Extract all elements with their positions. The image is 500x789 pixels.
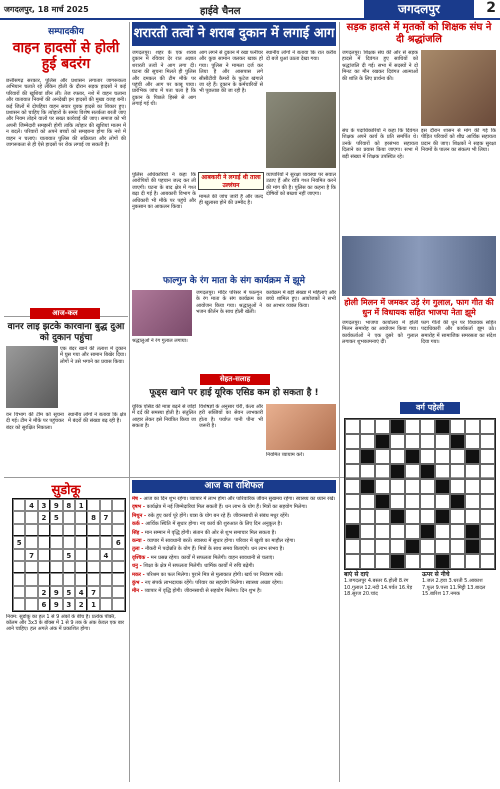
sudoku-cell <box>25 586 37 598</box>
rashifal-text: नए संपर्क लाभदायक रहेंगे। परिवार का सहयोग मिलेगा। स्वास्थ्य अच्छा रहेगा। <box>144 580 283 587</box>
sudoku-cell: 1 <box>75 499 87 511</box>
crossword-cell <box>345 509 360 524</box>
crossword-cell <box>345 434 360 449</box>
sudoku-cell <box>112 586 124 598</box>
sudoku-cell: 6 <box>38 598 50 610</box>
aaj-kal-column: वन विभाग की टीम को सूचना दी गई। टीम ने मौके पर पहुंचकर बंदर को सुरक्षित निकाला। <box>6 412 64 431</box>
falgun-story-column: जगदलपुर। मंदिर परिसर में फाल्गुन के रंग माता के संग कार्यक्रम का आयोजन किया गया। श्रद्धालुओं ने भजन कीर्तन के साथ होली खेली। <box>196 290 262 316</box>
sudoku-cell <box>13 511 25 523</box>
crossword-cell <box>465 434 480 449</box>
crossword-cell <box>375 434 390 449</box>
crossword-cell <box>480 434 495 449</box>
sudoku-cell <box>25 598 37 610</box>
sudoku-cell <box>38 573 50 585</box>
crossword-cell <box>360 464 375 479</box>
health-column: नियमित व्यायाम करें। <box>266 452 305 458</box>
crossword-cell <box>420 554 435 569</box>
falgun-story-column: कार्यक्रम में बड़ी संख्या में महिलाएं और बच्चे शामिल हुए। आयोजकों ने सभी का आभार व्यक्त किया। <box>266 290 336 309</box>
crossword-cell <box>480 509 495 524</box>
crossword-cell <box>465 539 480 554</box>
crossword-down-heading: ऊपर से नीचे <box>422 571 450 578</box>
aaj-kal-column: स्थानीय लोगों ने बताया कि क्षेत्र में बंदरों की संख्या बढ़ रही है। <box>68 412 126 425</box>
crossword-cell <box>375 509 390 524</box>
holi-milan-headline: होली मिलन में जमकर उड़े रंग गुलाल, फाग गीत की धुन में विधायक सहित भाजपा नेता झूमे <box>344 298 494 317</box>
sudoku-cell <box>75 561 87 573</box>
crossword-cell <box>405 464 420 479</box>
sudoku-cell: 1 <box>87 598 99 610</box>
editorial-headline: वाहन हादसों से होली हुई बदरंग <box>12 40 120 72</box>
crossword-cell <box>435 434 450 449</box>
crossword-cell <box>375 494 390 509</box>
sudoku-cell <box>112 499 124 511</box>
crossword-cell <box>390 449 405 464</box>
sudoku-cell <box>50 524 62 536</box>
sudoku-cell: 9 <box>50 598 62 610</box>
rashifal-sign: कन्या - <box>132 538 148 545</box>
crossword-cell <box>345 524 360 539</box>
sudoku-cell <box>112 598 124 610</box>
rashifal-text: परिश्रम का फल मिलेगा। पुराने मित्र से मुलाकात होगी। खर्च पर नियंत्रण रखें। <box>146 571 283 578</box>
sudoku-cell <box>13 499 25 511</box>
sudoku-cell <box>25 573 37 585</box>
sudoku-cell <box>100 536 112 548</box>
crossword-cell <box>360 479 375 494</box>
sudoku-cell: 7 <box>100 511 112 523</box>
rashifal-sign: मकर - <box>132 571 147 578</box>
sudoku-cell <box>75 573 87 585</box>
crossword-cell <box>465 449 480 464</box>
rashifal-title: आज का राशिफल <box>132 480 336 493</box>
sudoku-cell: 6 <box>112 536 124 548</box>
crossword-cell <box>345 419 360 434</box>
crossword-cell <box>480 449 495 464</box>
rashifal-sign: कुंभ - <box>132 580 145 587</box>
sudoku-rules: नियम: सुडोकू का हल 1 से 9 अंकों के बीच है। प्रत्येक पंक्ति, कॉलम और 3x3 के बॉक्स में 1 से 9 तक के अंक केवल एक बार आने चाहिए। हल अगले अंक में प्रकाशित होगा। <box>6 614 125 633</box>
crossword-cell <box>450 479 465 494</box>
sudoku-cell <box>25 524 37 536</box>
crossword-cell <box>420 464 435 479</box>
crossword-cell <box>360 524 375 539</box>
crossword-cell <box>360 434 375 449</box>
crossword-cell <box>405 509 420 524</box>
crossword-across-clues: 1.जगदलपुर 4.बस्तर 6.होली 8.रंग 10.गुलाल 12.नदी 14.पर्वत 16.पेड़ 18.सूरज 20.चांद <box>344 578 413 597</box>
crossword-cell <box>420 419 435 434</box>
rashifal-text: नौकरी में पदोन्नति के योग हैं। मित्रों के साथ समय बिताएंगे। धन लाभ संभव है। <box>145 546 285 553</box>
sudoku-cell <box>63 524 75 536</box>
sudoku-cell <box>13 549 25 561</box>
sudoku-cell <box>13 586 25 598</box>
sudoku-cell: 2 <box>38 511 50 523</box>
crossword-cell <box>480 554 495 569</box>
sudoku-cell: 7 <box>25 549 37 561</box>
rashifal-item <box>132 521 336 527</box>
aaj-kal-tag: आज-कल <box>30 308 100 319</box>
top-story-callout: आबकारी ने लगाई थी ताला उल्लंघन <box>198 172 264 190</box>
top-story-column: मामले की जांच जारी है और जल्द ही खुलासा होने की उम्मीद है। <box>199 194 263 207</box>
crossword-cell <box>345 494 360 509</box>
crossword-cell <box>405 554 420 569</box>
sudoku-grid <box>12 498 126 612</box>
crossword-cell <box>390 539 405 554</box>
rashifal-item <box>132 504 336 510</box>
sudoku-cell: 5 <box>63 586 75 598</box>
sudoku-cell <box>100 524 112 536</box>
crossword-cell <box>435 509 450 524</box>
crossword-cell <box>465 419 480 434</box>
crossword-cell <box>360 554 375 569</box>
crossword-cell <box>390 419 405 434</box>
sudoku-cell <box>25 536 37 548</box>
rashifal-item <box>132 580 336 586</box>
sudoku-cell: 9 <box>50 499 62 511</box>
crossword-cell <box>435 554 450 569</box>
issue-date: जगदलपुर, 18 मार्च 2025 <box>4 5 89 14</box>
sudoku-cell <box>75 511 87 523</box>
sudoku-cell <box>100 586 112 598</box>
rashifal-text: आर्थिक स्थिति में सुधार होगा। नए कार्य की शुरुआत के लिए दिन अनुकूल है। <box>145 521 283 528</box>
holi-milan-photo <box>342 236 496 296</box>
crossword-cell <box>405 434 420 449</box>
falgun-story-photo <box>132 290 192 336</box>
sudoku-cell <box>75 524 87 536</box>
rashifal-sign: मीन - <box>132 588 145 595</box>
holi-milan-column: जगदलपुर। भाजपा कार्यालय में होली मिलन समारोह का आयोजन किया गया। कार्यकर्ताओं ने एक दूसरे को गुलाल लगाकर शुभकामनाएं दीं। <box>342 320 418 346</box>
sudoku-cell: 4 <box>25 499 37 511</box>
editorial-body: छत्तीसगढ़ सरकार, पुलिस और प्रशासन लगातार जागरूकता अभियान चलाते रहे लेकिन होली के दौरान सड़क हादसों ने कई परिवारों की खुशियां छीन लीं। तेज रफ्तार, नशे में वाहन चलाना और यातायात नियमों की अनदेखी इन हादसों की मुख्य वजह बनी। कई जिलों में दोपहिया वाहन सवार युवक हादसे का शिकार हुए। प्रशासन को चाहिए कि त्योहारों के समय विशेष सतर्कता बरती जाए और नियम तोड़ने वालों पर सख्त कार्रवाई की जाए। समाज को भी अपनी जिम्मेदारी समझनी होगी ताकि त्योहार की खुशियां मातम में न बदलें। परिवारों को अपने बच्चों को समझाना होगा कि नशे में वाहन न चलाएं। यातायात पुलिस की सक्रियता और लोगों की जागरूकता से ही ऐसे हादसों पर रोक लगाई जा सकती है। <box>6 78 126 149</box>
crossword-cell <box>450 419 465 434</box>
crossword-cell <box>420 509 435 524</box>
sudoku-cell <box>112 549 124 561</box>
sudoku-cell <box>50 573 62 585</box>
crossword-cell <box>450 554 465 569</box>
crossword-cell <box>345 554 360 569</box>
crossword-cell <box>375 449 390 464</box>
crossword-cell <box>465 464 480 479</box>
sudoku-cell: 9 <box>50 586 62 598</box>
sudoku-cell <box>38 549 50 561</box>
sudoku-cell <box>75 536 87 548</box>
rashifal-text: मन प्रसन्न रहेगा। कार्यों में सफलता मिलेगी। वाहन सावधानी से चलाएं। <box>150 554 275 561</box>
rashifal-text: रुके हुए कार्य पूरे होंगे। यात्रा के योग बन रहे हैं। जीवनसाथी से संबंध मधुर रहेंगे। <box>147 512 290 519</box>
sudoku-cell <box>38 524 50 536</box>
crossword-cell <box>420 479 435 494</box>
crossword-cell <box>390 554 405 569</box>
right-story-column: जगदलपुर। शिक्षक संघ की ओर से सड़क हादसे में दिवंगत हुए साथियों को श्रद्धांजलि दी गई। सभा में सदस्यों ने दो मिनट का मौन रखकर दिवंगत आत्माओं की शांति के लिए प्रार्थना की। <box>342 50 418 82</box>
rashifal-item <box>132 538 336 544</box>
sudoku-cell <box>87 561 99 573</box>
health-photo <box>266 404 336 450</box>
sudoku-cell: 4 <box>75 586 87 598</box>
crossword-cell <box>360 539 375 554</box>
crossword-cell <box>345 539 360 554</box>
sudoku-cell: 4 <box>100 549 112 561</box>
crossword-cell <box>375 419 390 434</box>
health-headline: फूड्स खाने पर हाई यूरिक एसिड कम हो सकता है ! <box>149 388 319 398</box>
health-column: यूरिक एसिड की मात्रा बढ़ने से जोड़ों में दर्द की समस्या होती है। संतुलित आहार लेकर इसे नियंत्रित किया जा सकता है। <box>132 404 196 430</box>
rashifal-text: आज का दिन शुभ रहेगा। व्यापार में लाभ होगा और पारिवारिक जीवन सुखमय रहेगा। स्वास्थ्य का ध्यान रखें। <box>143 496 336 502</box>
sudoku-cell: 2 <box>75 598 87 610</box>
crossword-cell <box>420 449 435 464</box>
sudoku-cell <box>87 524 99 536</box>
crossword-cell <box>450 509 465 524</box>
crossword-cell <box>465 509 480 524</box>
crossword-cell <box>435 524 450 539</box>
rashifal-item <box>132 513 336 519</box>
sudoku-cell <box>63 561 75 573</box>
sudoku-cell: 8 <box>87 511 99 523</box>
crossword-cell <box>450 539 465 554</box>
crossword-cell <box>435 494 450 509</box>
sudoku-cell <box>100 598 112 610</box>
rashifal-item <box>132 530 336 536</box>
sudoku-cell <box>13 598 25 610</box>
sudoku-cell <box>112 524 124 536</box>
sudoku-cell <box>87 536 99 548</box>
crossword-cell <box>375 464 390 479</box>
crossword-cell <box>405 449 420 464</box>
crossword-cell <box>435 464 450 479</box>
rashifal-text: कार्यक्षेत्र में नई जिम्मेदारियां मिल सकती हैं। धन लाभ के योग हैं। मित्रों का सहयोग मिलेगा। <box>146 504 308 511</box>
crossword-cell <box>435 449 450 464</box>
crossword-cell <box>465 524 480 539</box>
crossword-cell <box>375 539 390 554</box>
crossword-cell <box>390 434 405 449</box>
crossword-cell <box>465 554 480 569</box>
sudoku-cell: 2 <box>38 586 50 598</box>
top-story-column: आग लगने से दुकान में रखा फर्नीचर और कुछ सामान जलकर खाक हो गया। पुलिस ने मामला दर्ज कर लिया है और आसपास लगे सीसीटीवी कैमरों के फुटेज खंगाले जा रहे हैं। दुकान के कर्मचारियों से भी पूछताछ की जा रही है। <box>199 50 263 95</box>
crossword-cell <box>360 509 375 524</box>
aaj-kal-column: एक बंदर खाने की तलाश में दुकान में घुस गया और सामान बिखेर दिया। लोगों ने उसे भगाने का प्रयास किया। <box>60 346 126 365</box>
crossword-cell <box>420 494 435 509</box>
sudoku-cell <box>25 511 37 523</box>
crossword-cell <box>480 494 495 509</box>
falgun-story-headline: फाल्गुन के रंग माता के संग कार्यक्रम में झूमे <box>163 276 305 286</box>
crossword-cell <box>375 524 390 539</box>
rashifal-list <box>132 496 336 782</box>
sudoku-cell: 8 <box>63 499 75 511</box>
rashifal-text: मान सम्मान में वृद्धि होगी। संतान की ओर से शुभ समाचार मिल सकता है। <box>144 529 277 536</box>
crossword-cell <box>480 539 495 554</box>
rashifal-sign: मिथुन - <box>132 512 148 519</box>
rashifal-sign: वृषभ - <box>132 504 147 511</box>
sudoku-cell <box>50 549 62 561</box>
top-story-column: जगदलपुर। शहर के एक शराब दुकान में रविवार देर रात अज्ञात शरारती तत्वों ने आग लगा दी। घटना की सूचना मिलते ही पुलिस और दमकल की टीम मौके पर पहुंची और आग पर काबू पाया। प्रारंभिक जांच में पता चला है कि दुकान के पिछले हिस्से से आग लगाई गई थी। <box>132 50 196 108</box>
crossword-cell <box>405 494 420 509</box>
rashifal-sign: धनु - <box>132 563 144 570</box>
crossword-cell <box>450 494 465 509</box>
sudoku-cell <box>100 499 112 511</box>
sudoku-cell <box>25 561 37 573</box>
crossword-down-clues: 1.जल 2.हवा 3.धरती 5.आकाश 7.फूल 9.पत्ता 11.मिट्टी 13.बादल 15.बारिश 17.नमक <box>422 578 486 597</box>
sudoku-cell: 5 <box>13 536 25 548</box>
crossword-title: वर्ग पहेली <box>400 402 460 414</box>
crossword-cell <box>390 464 405 479</box>
crossword-cell <box>450 434 465 449</box>
rashifal-sign: वृश्चिक - <box>132 554 151 561</box>
monkey-photo <box>6 346 58 408</box>
rashifal-item <box>132 546 336 552</box>
crossword-cell <box>405 419 420 434</box>
crossword-cell <box>390 479 405 494</box>
sudoku-cell <box>87 499 99 511</box>
sudoku-cell: 3 <box>63 598 75 610</box>
crossword-cell <box>375 479 390 494</box>
falgun-story-caption: श्रद्धालुओं ने रंग गुलाल लगाया। <box>132 338 188 344</box>
crossword-cell <box>450 464 465 479</box>
rashifal-sign: मेष - <box>132 496 144 502</box>
aaj-kal-headline: वानर लाइ झटके कारवाना बुद्ध दुआ को दुकान पहुंचा <box>7 322 125 343</box>
sudoku-cell <box>13 561 25 573</box>
sudoku-cell <box>63 511 75 523</box>
sudoku-cell: 7 <box>87 586 99 598</box>
right-story-headline: सड़क हादसे में मृतकों को शिक्षक संघ ने दी श्रद्धांजलि <box>346 22 492 45</box>
rashifal-item <box>132 588 336 594</box>
sudoku-cell <box>112 561 124 573</box>
city-banner: जगदलपुर <box>364 0 474 18</box>
sudoku-cell <box>38 561 50 573</box>
sudoku-cell <box>100 573 112 585</box>
crossword-cell <box>405 479 420 494</box>
right-story-column: संघ के पदाधिकारियों ने कहा कि दिवंगत शिक्षक अपने कार्य के प्रति समर्पित थे। उनके परिवारों को हरसंभव सहायता दिलाने का प्रयास किया जाएगा। सभा में बड़ी संख्या में शिक्षक उपस्थित रहे। <box>342 128 418 160</box>
rashifal-sign: कर्क - <box>132 521 146 528</box>
crossword-across-heading: बाएं से दाएं <box>344 571 369 578</box>
sudoku-cell <box>13 573 25 585</box>
health-column: विशेषज्ञों के अनुसार चेरी, केला और हरी सब्जियों का सेवन लाभकारी होता है। पर्याप्त पानी पीना भी जरूरी है। <box>199 404 263 430</box>
crossword-cell <box>360 494 375 509</box>
crossword-cell <box>345 464 360 479</box>
crossword-cell <box>405 539 420 554</box>
crossword-cell <box>480 479 495 494</box>
sudoku-cell <box>38 536 50 548</box>
sudoku-cell: 5 <box>63 549 75 561</box>
right-story-photo <box>421 50 496 126</box>
crossword-cell <box>345 449 360 464</box>
rashifal-item <box>132 572 336 578</box>
rashifal-item <box>132 496 336 502</box>
crossword-cell <box>450 449 465 464</box>
page-header <box>0 0 500 20</box>
sudoku-cell <box>112 573 124 585</box>
crossword-cell <box>405 524 420 539</box>
crossword-cell <box>390 509 405 524</box>
crossword-cell <box>435 479 450 494</box>
top-story-column: पुलिस अधिकारियों ने कहा कि आरोपियों की पहचान जल्द कर ली जाएगी। घटना के बाद क्षेत्र में गश्त बढ़ा दी गई है। आबकारी विभाग के अधिकारी भी मौके पर पहुंचे और नुकसान का आकलन किया। <box>132 172 196 211</box>
sudoku-cell <box>50 536 62 548</box>
crossword-cell <box>360 419 375 434</box>
sudoku-cell <box>112 511 124 523</box>
crossword-cell <box>480 464 495 479</box>
rashifal-text: व्यापार में सावधानी बरतें। स्वास्थ्य में सुधार होगा। परिवार में खुशी का माहौल रहेगा। <box>147 538 296 545</box>
brand-name: हाईवे चैनल <box>200 6 241 17</box>
crossword-cell <box>435 539 450 554</box>
crossword-cell <box>465 479 480 494</box>
crossword-cell <box>390 494 405 509</box>
sudoku-cell <box>13 524 25 536</box>
right-story-column: इस दौरान शासन से मांग की गई कि पीड़ित परिवारों को शीघ्र आर्थिक सहायता प्रदान की जाए। शिक्षकों ने सड़क सुरक्षा नियमों के पालन का संकल्प भी लिया। <box>421 128 496 154</box>
rashifal-item <box>132 563 336 569</box>
sudoku-cell <box>87 549 99 561</box>
crossword-cell <box>345 479 360 494</box>
sudoku-cell <box>87 573 99 585</box>
holi-milan-column: फाग गीतों की धुन पर विधायक सहित पदाधिकारी और कार्यकर्ता झूम उठे। समारोह में सामाजिक समरसता का संदेश दिया गया। <box>421 320 496 346</box>
sudoku-cell <box>63 573 75 585</box>
crossword-cell <box>435 419 450 434</box>
column-divider <box>339 22 340 782</box>
crossword-cell <box>480 419 495 434</box>
crossword-cell <box>390 524 405 539</box>
crossword-cell <box>420 434 435 449</box>
crossword-cell <box>450 524 465 539</box>
sudoku-cell: 5 <box>50 511 62 523</box>
page-number: 2 <box>486 0 496 16</box>
column-divider <box>129 22 130 782</box>
sudoku-cell <box>50 561 62 573</box>
top-story-photo <box>266 92 336 168</box>
health-tag: सेहत-सलाह <box>200 374 270 385</box>
sudoku-title: सुडोकू <box>51 483 81 498</box>
crossword-cell <box>420 539 435 554</box>
rashifal-text: व्यापार में वृद्धि होगी। जीवनसाथी से सहयोग मिलेगा। दिन शुभ है। <box>144 588 262 595</box>
rashifal-item <box>132 555 336 561</box>
editorial-label: सम्पादकीय <box>48 27 84 37</box>
crossword-cell <box>375 554 390 569</box>
crossword-cell <box>480 524 495 539</box>
crossword-grid <box>344 418 496 570</box>
rashifal-text: शिक्षा के क्षेत्र में सफलता मिलेगी। धार्मिक कार्यों में रुचि बढ़ेगी। <box>143 563 255 570</box>
crossword-cell <box>420 524 435 539</box>
sudoku-cell <box>63 536 75 548</box>
top-story-column: स्थानीय लोगों ने बताया कि रात करीब दो बजे धुआं उठता देखा गया। <box>266 50 336 63</box>
top-story-headline: शरारती तत्वों ने शराब दुकान में लगाई आग <box>132 22 336 46</box>
rashifal-sign: तुला - <box>132 546 146 553</box>
rashifal-sign: सिंह - <box>132 529 145 536</box>
crossword-cell <box>465 494 480 509</box>
sudoku-cell <box>75 549 87 561</box>
sudoku-cell <box>100 561 112 573</box>
top-story-column: व्यापारियों ने सुरक्षा व्यवस्था पर सवाल उठाए हैं और रात्रि गश्त नियमित करने की मांग की है। पुलिस का कहना है कि दोषियों को बख्शा नहीं जाएगा। <box>266 172 336 198</box>
sudoku-cell: 3 <box>38 499 50 511</box>
crossword-cell <box>360 449 375 464</box>
